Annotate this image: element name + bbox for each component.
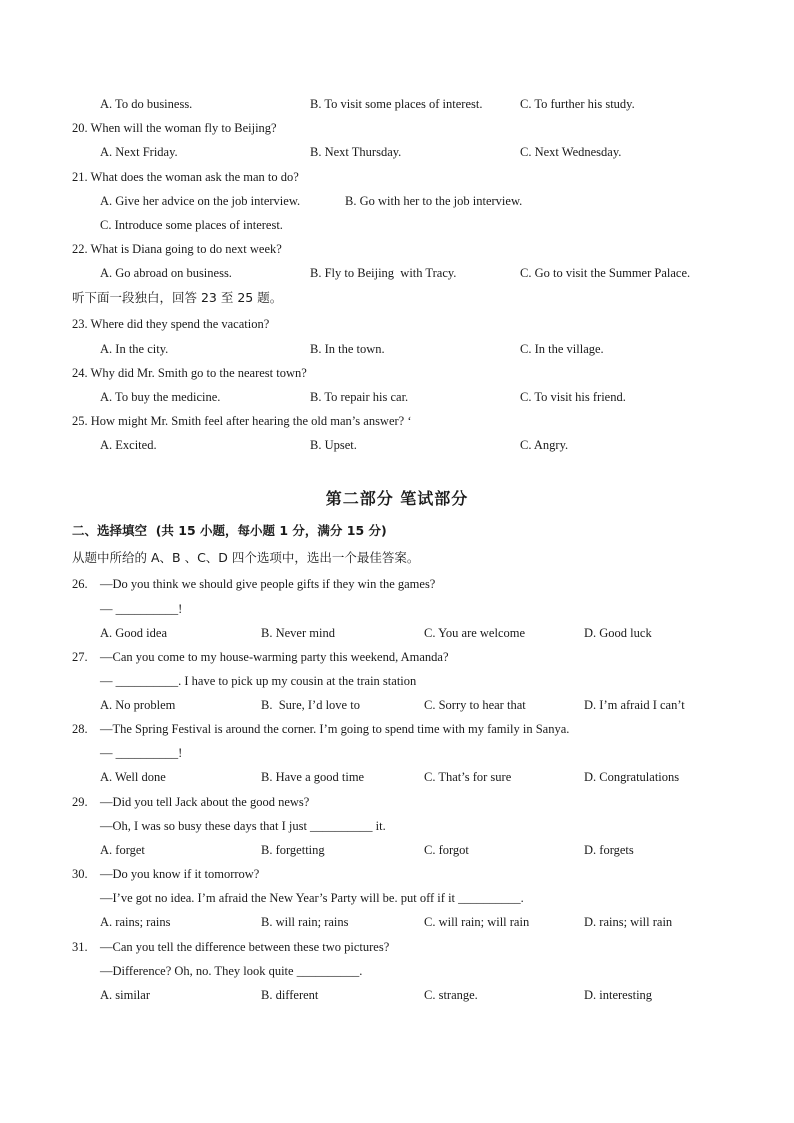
q27-option-b: B. Sure, I’d love to bbox=[261, 698, 360, 712]
q29-line1: —Did you tell Jack about the good news? bbox=[100, 795, 310, 809]
q26-option-b: B. Never mind bbox=[261, 626, 335, 640]
q30-number: 30. bbox=[72, 867, 88, 881]
q27-number: 27. bbox=[72, 650, 88, 664]
q19-option-c: C. To further his study. bbox=[520, 97, 635, 111]
q23-option-c: C. In the village. bbox=[520, 342, 604, 356]
q22-option-a: A. Go abroad on business. bbox=[100, 266, 232, 280]
q26-line1: —Do you think we should give people gifts if they win the games? bbox=[100, 577, 436, 591]
q30-line1: —Do you know if it tomorrow? bbox=[100, 867, 260, 881]
q31-number: 31. bbox=[72, 940, 88, 954]
q23-option-b: B. In the town. bbox=[310, 342, 385, 356]
q26-line2: — __________! bbox=[100, 602, 183, 616]
q28-option-a: A. Well done bbox=[100, 770, 166, 784]
q29-option-c: C. forgot bbox=[424, 843, 469, 857]
q21-option-c: C. Introduce some places of interest. bbox=[100, 218, 283, 232]
q30-option-c: C. will rain; will rain bbox=[424, 915, 530, 929]
q20-option-c: C. Next Wednesday. bbox=[520, 145, 622, 159]
q27-option-a: A. No problem bbox=[100, 698, 176, 712]
q23-option-a: A. In the city. bbox=[100, 342, 169, 356]
q30-option-b: B. will rain; rains bbox=[261, 915, 349, 929]
q22-option-b: B. Fly to Beijing with Tracy. bbox=[310, 266, 457, 280]
q21-text: 21. What does the woman ask the man to do? bbox=[72, 170, 299, 184]
q25-option-b: B. Upset. bbox=[310, 438, 357, 452]
q28-option-b: B. Have a good time bbox=[261, 770, 365, 784]
q24-option-c: C. To visit his friend. bbox=[520, 390, 626, 404]
q30-line2: —I’ve got no idea. I’m afraid the New Year’s Party will be. put off if it __________. bbox=[100, 891, 524, 905]
q28-line2: — __________! bbox=[100, 746, 183, 760]
q31-option-c: C. strange. bbox=[424, 988, 478, 1002]
q27-line1: —Can you come to my house-warming party this weekend, Amanda? bbox=[100, 650, 449, 664]
q29-number: 29. bbox=[72, 795, 88, 809]
q26-option-c: C. You are welcome bbox=[424, 626, 526, 640]
q29-line2: —Oh, I was so busy these days that I just __________ it. bbox=[100, 819, 386, 833]
q28-number: 28. bbox=[72, 722, 88, 736]
q29-option-a: A. forget bbox=[100, 843, 145, 857]
q24-option-b: B. To repair his car. bbox=[310, 390, 409, 404]
q31-option-d: D. interesting bbox=[584, 988, 653, 1002]
q22-text: 22. What is Diana going to do next week? bbox=[72, 242, 282, 256]
q25-text: 25. How might Mr. Smith feel after hearing the old man’s answer? ‘ bbox=[72, 414, 412, 428]
q20-option-a: A. Next Friday. bbox=[100, 145, 178, 159]
q25-option-c: C. Angry. bbox=[520, 438, 569, 452]
q31-option-b: B. different bbox=[261, 988, 319, 1002]
q28-option-d: D. Congratulations bbox=[584, 770, 680, 784]
q23-text: 23. Where did they spend the vacation? bbox=[72, 317, 270, 331]
q21-option-b: B. Go with her to the job interview. bbox=[345, 194, 523, 208]
section-instruction: 从题中所给的 A、B 、C、D 四个选项中，选出一个最佳答案。 bbox=[72, 550, 420, 565]
q31-line2: —Difference? Oh, no. They look quite __________. bbox=[100, 964, 363, 978]
q27-line2: — __________. I have to pick up my cousin at the train station bbox=[100, 674, 417, 688]
q26-number: 26. bbox=[72, 577, 88, 591]
q27-option-c: C. Sorry to hear that bbox=[424, 698, 526, 712]
q20-text: 20. When will the woman fly to Beijing? bbox=[72, 121, 277, 135]
q31-line1: —Can you tell the difference between these two pictures? bbox=[100, 940, 390, 954]
q29-option-b: B. forgetting bbox=[261, 843, 325, 857]
q28-option-c: C. That’s for sure bbox=[424, 770, 512, 784]
q19-option-a: A. To do business. bbox=[100, 97, 193, 111]
q30-option-a: A. rains; rains bbox=[100, 915, 171, 929]
q22-option-c: C. Go to visit the Summer Palace. bbox=[520, 266, 691, 280]
q26-option-a: A. Good idea bbox=[100, 626, 167, 640]
q31-option-a: A. similar bbox=[100, 988, 150, 1002]
q26-option-d: D. Good luck bbox=[584, 626, 652, 640]
q20-option-b: B. Next Thursday. bbox=[310, 145, 402, 159]
q21-option-a: A. Give her advice on the job interview. bbox=[100, 194, 301, 208]
monologue-instruction: 听下面一段独白，回答 23 至 25 题。 bbox=[72, 290, 283, 305]
q28-line1: —The Spring Festival is around the corner. I’m going to spend time with my family in Sanya. bbox=[100, 722, 570, 736]
section-heading: 二、选择填空 (共 15 小题，每小题 1 分，满分 15 分) bbox=[72, 523, 387, 538]
part-title: 第二部分 笔试部分 bbox=[325, 489, 469, 508]
q25-option-a: A. Excited. bbox=[100, 438, 157, 452]
q29-option-d: D. forgets bbox=[584, 843, 634, 857]
q19-option-b: B. To visit some places of interest. bbox=[310, 97, 483, 111]
q24-option-a: A. To buy the medicine. bbox=[100, 390, 221, 404]
q24-text: 24. Why did Mr. Smith go to the nearest town? bbox=[72, 366, 307, 380]
q30-option-d: D. rains; will rain bbox=[584, 915, 673, 929]
q27-option-d: D. I’m afraid I can’t bbox=[584, 698, 685, 712]
